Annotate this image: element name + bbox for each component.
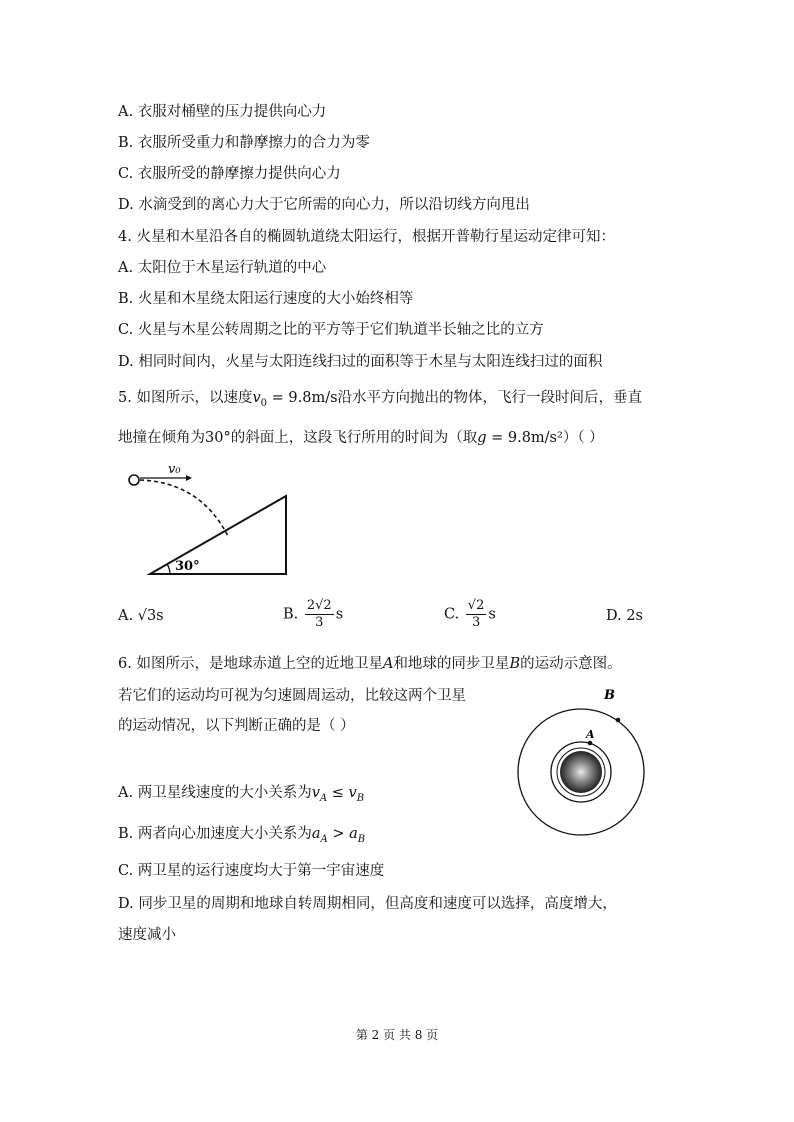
- q5-g-symbol: g: [477, 430, 487, 446]
- q5-choice-b-label: B.: [283, 606, 299, 623]
- trajectory-path: [140, 480, 228, 536]
- satellite-a-dot: [588, 741, 593, 746]
- angle-label: 30°: [175, 559, 200, 574]
- q6-line1-part1: 6. 如图所示，是地球赤道上空的近地卫星: [118, 656, 383, 672]
- q5-stem-line2: [118, 428, 604, 448]
- q6-option-a: [118, 783, 364, 809]
- v0-label: v₀: [168, 462, 181, 477]
- q5-incline-figure: [120, 460, 300, 584]
- q6-a-sub1: A: [319, 792, 328, 804]
- q6-b-op: >: [327, 826, 350, 842]
- q6-line1-part3: 的运动示意图。: [520, 656, 622, 672]
- angle-arc: [167, 564, 170, 574]
- q6-a-var2: v: [348, 785, 357, 801]
- incline-triangle: [150, 496, 286, 574]
- q5-choice-c-fraction: [466, 598, 487, 631]
- q6-a-var1: v: [311, 785, 320, 801]
- q6-sat-a: A: [382, 656, 394, 672]
- page-footer: 第 2 页 共 8 页: [355, 1028, 439, 1042]
- q5-choice-b-num: 2√2: [306, 598, 332, 613]
- q3-option-b: B. 衣服所受重力和静摩擦力的合力为零: [118, 135, 370, 151]
- q5-choice-b-unit: s: [335, 606, 344, 623]
- q6-option-d-line2: 速度减小: [118, 927, 176, 943]
- arrowhead-icon: [186, 475, 192, 481]
- q5-line2-part1: 地撞在倾角为: [118, 430, 205, 446]
- q6-sat-b: B: [509, 656, 521, 672]
- q6-b-var2: a: [349, 826, 358, 842]
- q4-option-b: B. 火星和木星绕太阳运行速度的大小始终相等: [118, 291, 414, 307]
- q5-stem-line1: [118, 388, 642, 414]
- satellite-b-label: B: [604, 688, 615, 703]
- q5-g-eq: = 9.8m/s²: [486, 430, 563, 446]
- q4-option-d: D. 相同时间内，火星与太阳连线扫过的面积等于木星与太阳连线扫过的面积: [118, 354, 603, 370]
- q3-option-a: A. 衣服对桶壁的压力提供向心力: [118, 104, 327, 120]
- q5-choice-b: [283, 598, 343, 631]
- q6-b-var1: a: [311, 826, 321, 842]
- q6-a-op: ≤: [327, 785, 349, 801]
- q5-choice-c-num: √2: [467, 598, 485, 613]
- q5-choice-c-den: 3: [471, 615, 481, 630]
- q5-choice-c: [444, 598, 496, 631]
- q6-stem-line3: 的运动情况，以下判断正确的是（ ）: [118, 718, 355, 734]
- q6-option-c: C. 两卫星的运行速度均大于第一宇宙速度: [118, 863, 385, 879]
- q5-speed: = 9.8m/s: [267, 390, 338, 406]
- q5-choice-b-den: 3: [315, 615, 324, 630]
- q4-option-a: A. 太阳位于木星运行轨道的中心: [118, 260, 327, 276]
- q3-option-d: D. 水滴受到的离心力大于它所需的向心力，所以沿切线方向甩出: [118, 197, 530, 213]
- q6-b-sub1: A: [320, 833, 328, 845]
- q6-stem-line2: 若它们的运动均可视为匀速圆周运动，比较这两个卫星: [118, 688, 466, 704]
- q5-v0-symbol: v: [252, 390, 261, 406]
- q5-choice-d: D. 2s: [606, 608, 643, 624]
- q6-line1-part2: 和地球的同步卫星: [393, 656, 510, 672]
- q5-stem-part1: 5. 如图所示，以速度: [118, 390, 253, 406]
- q5-choice-c-unit: s: [488, 606, 496, 623]
- q6-b-sub2: B: [357, 833, 366, 845]
- q6-option-b: [118, 824, 365, 850]
- q5-stem-part2: 沿水平方向抛出的物体，飞行一段时间后，垂直: [337, 390, 643, 406]
- satellite-a-label: A: [586, 728, 595, 741]
- q5-v0-sub: 0: [260, 397, 268, 409]
- q6-b-text: B. 两者向心加速度大小关系为: [118, 826, 312, 842]
- q6-stem-line1: [118, 654, 622, 674]
- q5-choice-c-label: C.: [444, 606, 460, 623]
- q5-choice-a-label: A.: [118, 608, 134, 624]
- q4-option-c: C. 火星与木星公转周期之比的平方等于它们轨道半长轴之比的立方: [118, 322, 544, 338]
- earth-icon: [560, 751, 602, 793]
- satellite-b-dot: [616, 718, 621, 723]
- q6-a-text: A. 两卫星线速度的大小关系为: [118, 785, 312, 801]
- q6-orbit-figure: [508, 684, 658, 842]
- q4-stem: 4. 火星和木星沿各自的椭圆轨道绕太阳运行，根据开普勒行星运动定律可知：: [118, 229, 615, 245]
- q6-option-d-line1: D. 同步卫星的周期和地球自转周期相同，但高度和速度可以选择，高度增大，: [118, 896, 617, 912]
- q5-line2-part2: 的斜面上，这段飞行所用的时间为（取: [230, 430, 478, 446]
- q5-choice-b-fraction: [305, 598, 334, 631]
- ball-icon: [129, 475, 139, 485]
- q5-line2-part3: ）（ ）: [562, 430, 604, 446]
- q5-choice-a-value: √3s: [137, 608, 164, 624]
- q5-choice-a: [118, 606, 164, 626]
- q3-option-c: C. 衣服所受的静摩擦力提供向心力: [118, 166, 341, 182]
- q5-angle: 30°: [205, 430, 231, 446]
- q6-a-sub2: B: [356, 792, 365, 804]
